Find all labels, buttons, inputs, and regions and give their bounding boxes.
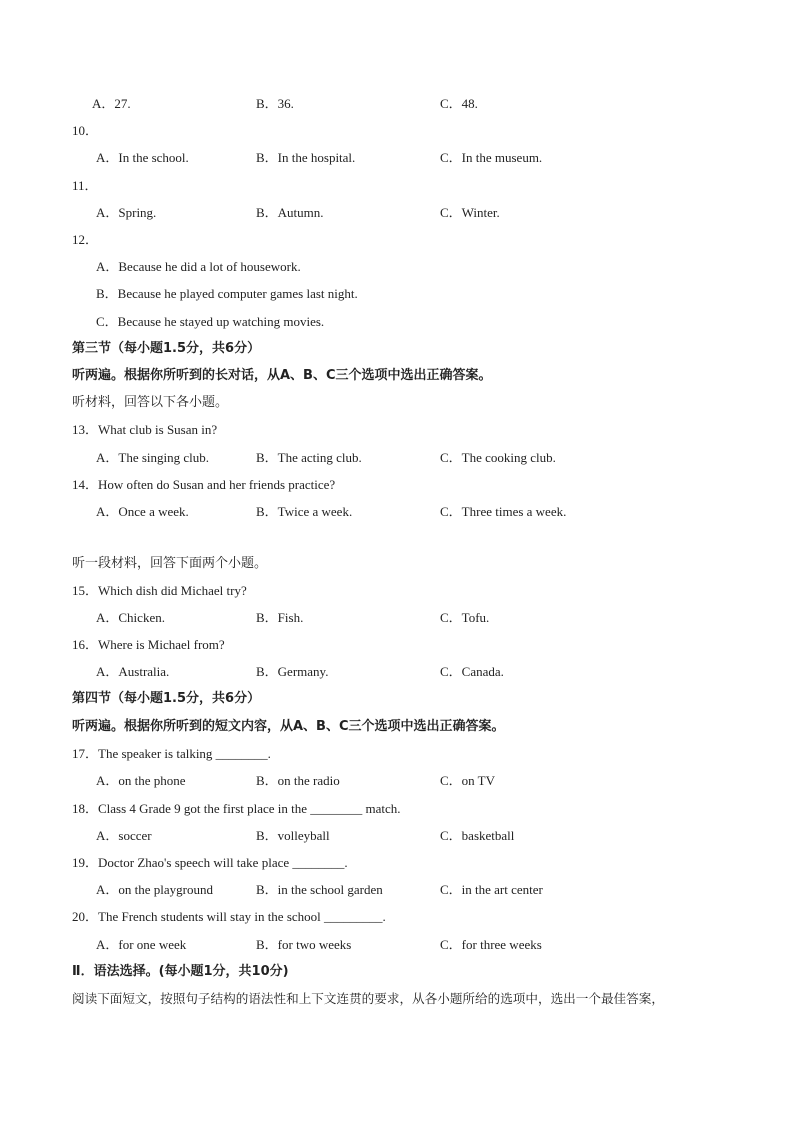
q9-option-c: C．48. [440, 96, 478, 111]
material-subheading: 听一段材料，回答下面两个小题。 [72, 556, 268, 571]
q12-option-a: A．Because he did a lot of housework. [96, 259, 301, 274]
q14-option-a: A．Once a week. [96, 504, 189, 519]
q18-stem: 18．Class 4 Grade 9 got the first place in the ________ match. [72, 801, 401, 816]
q15-stem: 15．Which dish did Michael try? [72, 583, 247, 598]
q15-option-c: C．Tofu. [440, 610, 490, 625]
q13-option-c: C．The cooking club. [440, 450, 556, 465]
section4-instruction: 听两遍。根据你所听到的短文内容，从A、B、C三个选项中选出正确答案。 [72, 719, 505, 734]
q9-option-a: A．27. [92, 96, 131, 111]
q20-option-b: B．for two weeks [256, 937, 352, 952]
q20-stem: 20．The French students will stay in the school _________. [72, 909, 386, 924]
q10-option-a: A．In the school. [96, 150, 189, 165]
q19-option-b: B．in the school garden [256, 882, 383, 897]
q19-option-a: A．on the playground [96, 882, 213, 897]
q18-option-c: C．basketball [440, 828, 515, 843]
q13-stem: 13．What club is Susan in? [72, 422, 218, 437]
section3-subheading: 听材料，回答以下各小题。 [72, 395, 229, 410]
part2-title: Ⅱ．语法选择。(每小题1分，共10分) [72, 964, 289, 979]
q19-stem: 19．Doctor Zhao's speech will take place ________. [72, 855, 348, 870]
q18-option-b: B．volleyball [256, 828, 330, 843]
q14-option-c: C．Three times a week. [440, 504, 567, 519]
q11-option-b: B．Autumn. [256, 205, 324, 220]
q15-option-a: A．Chicken. [96, 610, 165, 625]
q16-option-b: B．Germany. [256, 664, 329, 679]
q12-number: 12． [72, 232, 99, 247]
q10-option-c: C．In the museum. [440, 150, 543, 165]
q13-option-b: B．The acting club. [256, 450, 362, 465]
q16-option-a: A．Australia. [96, 664, 170, 679]
section3-instruction: 听两遍。根据你所听到的长对话，从A、B、C三个选项中选出正确答案。 [72, 368, 492, 383]
q13-option-a: A．The singing club. [96, 450, 210, 465]
section4-title: 第四节（每小题1.5分，共6分） [72, 691, 261, 706]
q20-option-c: C．for three weeks [440, 937, 542, 952]
q17-option-b: B．on the radio [256, 773, 340, 788]
q17-stem: 17．The speaker is talking ________. [72, 746, 271, 761]
q9-option-b: B．36. [256, 96, 294, 111]
section3-title: 第三节（每小题1.5分，共6分） [72, 341, 261, 356]
q14-option-b: B．Twice a week. [256, 504, 353, 519]
q17-option-c: C．on TV [440, 773, 496, 788]
q18-option-a: A．soccer [96, 828, 152, 843]
q16-option-c: C．Canada. [440, 664, 504, 679]
q19-option-c: C．in the art center [440, 882, 543, 897]
q10-number: 10． [72, 123, 99, 138]
q12-option-c: C．Because he stayed up watching movies. [96, 314, 325, 329]
part2-instruction: 阅读下面短文，按照句子结构的语法性和上下文连贯的要求，从各小题所给的选项中，选出一个最佳答案， [72, 991, 664, 1006]
q12-option-b: B．Because he played computer games last night. [96, 286, 358, 301]
q20-option-a: A．for one week [96, 937, 187, 952]
q10-option-b: B．In the hospital. [256, 150, 356, 165]
q11-option-a: A．Spring. [96, 205, 157, 220]
q11-number: 11． [72, 178, 98, 193]
q17-option-a: A．on the phone [96, 773, 186, 788]
q15-option-b: B．Fish. [256, 610, 304, 625]
q14-stem: 14．How often do Susan and her friends practice? [72, 477, 336, 492]
q11-option-c: C．Winter. [440, 205, 500, 220]
q16-stem: 16．Where is Michael from? [72, 637, 225, 652]
